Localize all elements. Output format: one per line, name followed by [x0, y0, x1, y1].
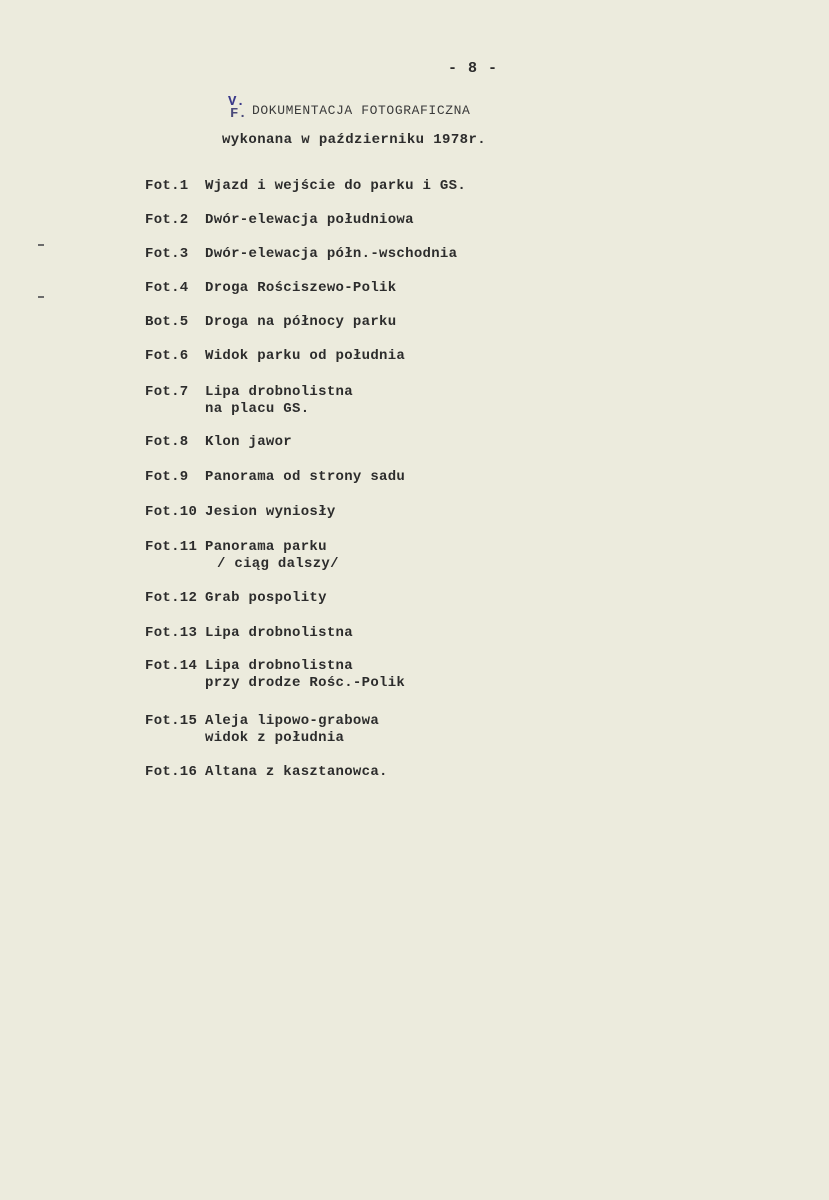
photo-number: Fot.11 [145, 539, 198, 555]
photo-number: Fot.10 [145, 504, 198, 520]
photo-list-item [145, 178, 466, 195]
photo-number: Fot.8 [145, 434, 189, 450]
photo-description: Klon jawor [205, 434, 293, 450]
photo-list-item [145, 658, 405, 692]
photo-description: Dwór-elewacja półn.-wschodnia [205, 246, 458, 262]
photo-list-item [145, 504, 336, 521]
photo-description-continued: widok z południa [205, 730, 345, 746]
photo-list-item [145, 764, 388, 781]
photo-number: Fot.7 [145, 384, 189, 400]
section-heading: DOKUMENTACJA FOTOGRAFICZNA [252, 103, 471, 118]
photo-description-continued: na placu GS. [205, 401, 310, 417]
section-marker [228, 96, 247, 120]
photo-number: Fot.14 [145, 658, 198, 674]
photo-list-item [145, 590, 327, 607]
photo-number: Fot.9 [145, 469, 189, 485]
photo-number: Fot.6 [145, 348, 189, 364]
photo-description: Panorama od strony sadu [205, 469, 406, 485]
photo-description: Jesion wyniosły [205, 504, 336, 520]
photo-description: Widok parku od południa [205, 348, 406, 364]
photo-description: Panorama parku [205, 539, 327, 555]
photo-description: Droga na północy parku [205, 314, 397, 330]
photo-description: Lipa drobnolistna [205, 658, 353, 674]
photo-description: Lipa drobnolistna [205, 384, 353, 400]
photo-list-item [145, 384, 353, 418]
photo-number: Fot.4 [145, 280, 189, 296]
photo-description-continued: / ciąg dalszy/ [217, 556, 339, 572]
photo-description: Lipa drobnolistna [205, 625, 353, 641]
photo-list-item [145, 469, 405, 486]
photo-description: Wjazd i wejście do parku i GS. [205, 178, 467, 194]
photo-list-item [145, 246, 457, 263]
photo-list-item [145, 314, 396, 331]
photo-number: Bot.5 [145, 314, 189, 330]
photo-number: Fot.3 [145, 246, 189, 262]
photo-list-item [145, 625, 353, 642]
page-number: - 8 - [448, 60, 499, 77]
photo-number: Fot.2 [145, 212, 189, 228]
photo-description: Dwór-elewacja południowa [205, 212, 414, 228]
photo-description-continued: przy drodze Rośc.-Polik [205, 675, 406, 691]
photo-number: Fot.13 [145, 625, 198, 641]
margin-tick-mark [38, 296, 44, 298]
photo-list-item [145, 348, 405, 365]
photo-number: Fot.12 [145, 590, 198, 606]
section-marker-letter: F. [230, 106, 247, 122]
photo-list-item [145, 434, 292, 451]
photo-list-item [145, 713, 379, 747]
photo-description: Aleja lipowo-grabowa [205, 713, 380, 729]
photo-description: Droga Rościszewo-Polik [205, 280, 397, 296]
photo-number: Fot.16 [145, 764, 198, 780]
photo-description: Altana z kasztanowca. [205, 764, 388, 780]
section-subheading: wykonana w październiku 1978r. [222, 132, 487, 148]
photo-number: Fot.1 [145, 178, 189, 194]
margin-tick-mark [38, 244, 44, 246]
photo-number: Fot.15 [145, 713, 198, 729]
photo-list-item [145, 212, 414, 229]
photo-list-item [145, 539, 339, 573]
photo-list-item [145, 280, 396, 297]
photo-description: Grab pospolity [205, 590, 327, 606]
section-marker-roman: V. [228, 94, 245, 110]
